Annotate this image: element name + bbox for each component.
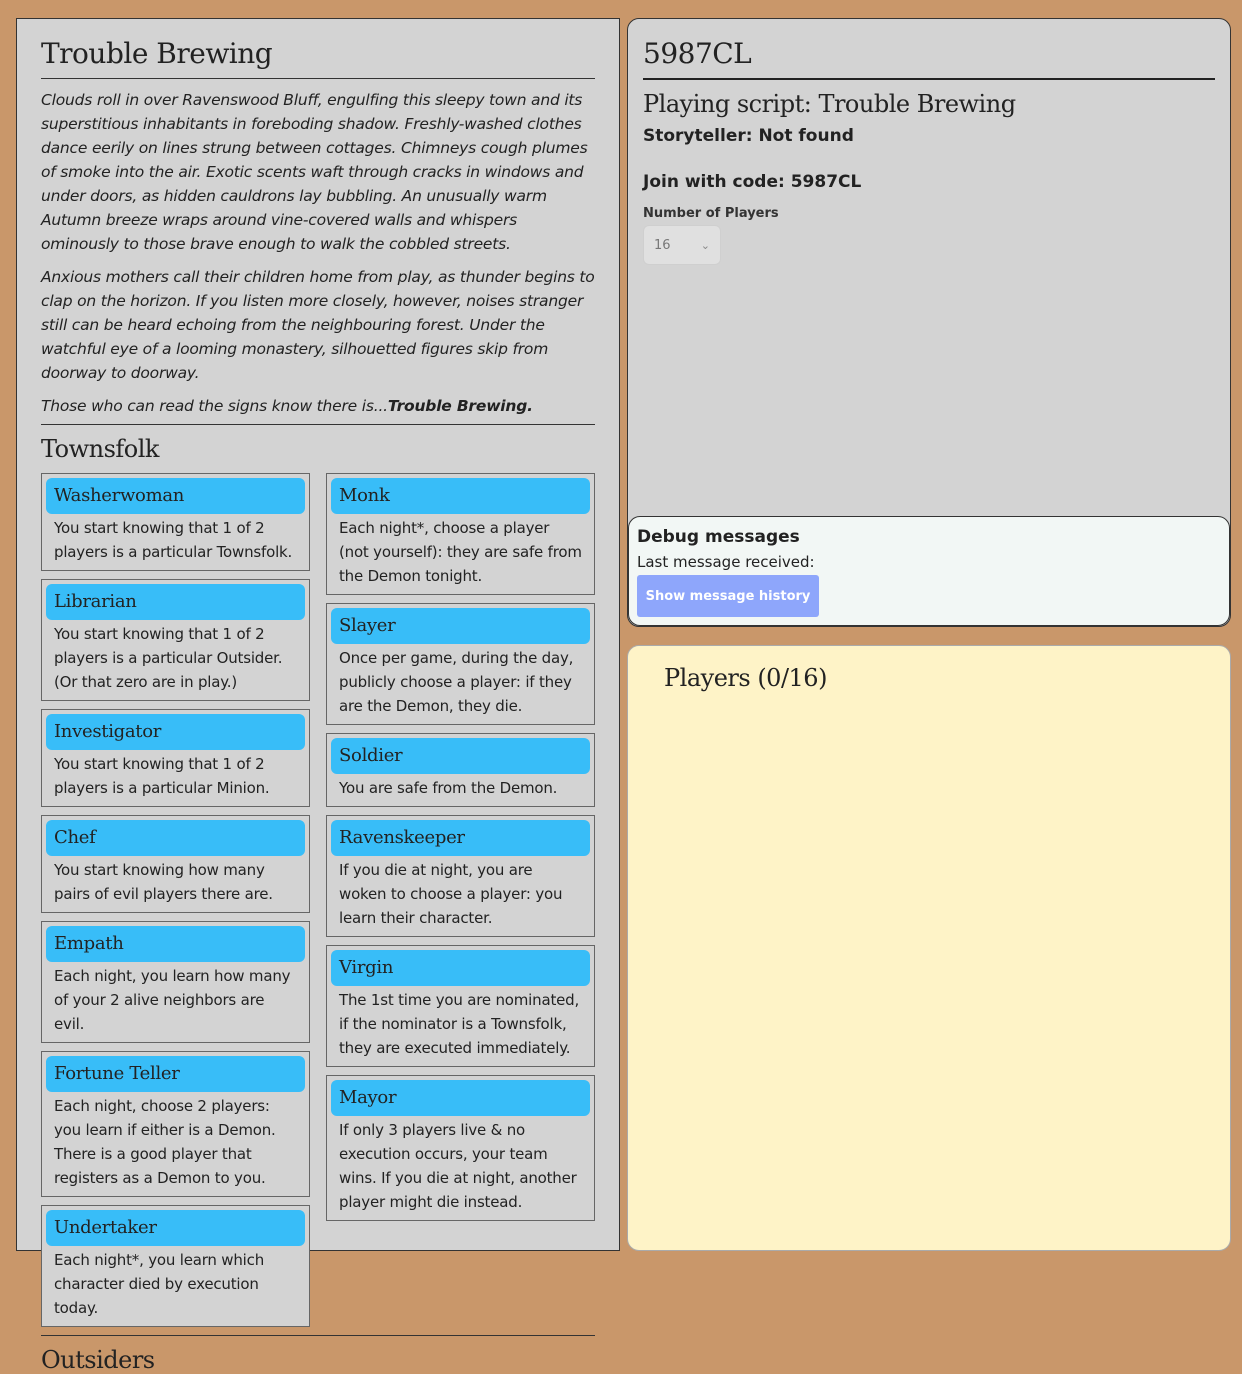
role-card (41, 1205, 310, 1327)
role-description: Each night, you learn how many of your 2 alive neighbors are evil. (54, 967, 291, 1033)
role-card (326, 815, 595, 937)
script-flavor (41, 88, 595, 425)
storyteller-line: Storyteller: Not found (643, 126, 854, 146)
role-description: Once per game, during the day, publicly choose a player: if they are the Demon, they die. (339, 649, 574, 715)
role-name: Slayer (331, 608, 590, 644)
flavor-paragraph: Anxious mothers call their children home from play, as thunder begins to clap on the horizon. If you listen more closely, however, noises stranger still can be heard echoing from the neighbouring forest. Under the watchful eye of a looming monastery, silhouetted figures skip from doorway to doorway. (41, 268, 595, 382)
role-description: If only 3 players live & no execution occurs, your team wins. If you die at night, another player might die instead. (339, 1121, 577, 1211)
number-of-players-label: Number of Players (643, 206, 779, 221)
outsiders-heading: Outsiders (41, 1346, 155, 1374)
role-name: Virgin (331, 950, 590, 986)
role-name: Librarian (46, 584, 305, 620)
role-name: Monk (331, 478, 590, 514)
role-card (41, 579, 310, 701)
role-description: If you die at night, you are woken to choose a player: you learn their character. (339, 861, 563, 927)
role-description: Each night, choose 2 players: you learn if either is a Demon. There is a good player that registers as a Demon to you. (54, 1097, 276, 1187)
game-panel (627, 18, 1231, 627)
role-description: You start knowing that 1 of 2 players is a particular Townsfolk. (54, 519, 293, 561)
role-description: You are safe from the Demon. (339, 779, 558, 797)
debug-title: Debug messages (637, 527, 800, 547)
role-description: You start knowing that 1 of 2 players is a particular Minion. (54, 755, 270, 797)
show-message-history-button[interactable]: Show message history (637, 575, 819, 617)
debug-box (628, 516, 1230, 626)
roles-left-column (41, 473, 310, 1327)
game-code-title: 5987CL (643, 37, 1215, 80)
role-card (41, 1051, 310, 1197)
role-card (41, 709, 310, 807)
role-card (41, 473, 310, 571)
role-card (326, 603, 595, 725)
players-heading: Players (0/16) (664, 664, 827, 692)
role-card (41, 921, 310, 1043)
role-description: You start knowing how many pairs of evil players there are. (54, 861, 273, 903)
number-of-players-value: 16 (654, 237, 671, 253)
role-card (326, 733, 595, 807)
role-name: Mayor (331, 1080, 590, 1116)
chevron-down-icon: ⌄ (700, 238, 710, 252)
role-description: Each night*, you learn which character died by execution today. (54, 1251, 265, 1317)
join-code-line: Join with code: 5987CL (643, 172, 862, 192)
playing-script-line: Playing script: Trouble Brewing (643, 90, 1016, 118)
role-name: Fortune Teller (46, 1056, 305, 1092)
role-card (326, 1075, 595, 1221)
role-name: Investigator (46, 714, 305, 750)
script-title: Trouble Brewing (41, 37, 595, 79)
role-description: Each night*, choose a player (not yourself): they are safe from the Demon tonight. (339, 519, 582, 585)
role-description: The 1st time you are nominated, if the nominator is a Townsfolk, they are executed immediately. (339, 991, 580, 1057)
flavor-closing-bold: Trouble Brewing. (387, 397, 533, 415)
role-name: Washerwoman (46, 478, 305, 514)
role-description: You start knowing that 1 of 2 players is a particular Outsider. (Or that zero are in play.) (54, 625, 283, 691)
flavor-closing-prefix: Those who can read the signs know there is... (41, 397, 388, 415)
role-name: Undertaker (46, 1210, 305, 1246)
players-panel (627, 645, 1231, 1251)
role-card (326, 945, 595, 1067)
last-message-label: Last message received: (637, 553, 815, 571)
role-name: Chef (46, 820, 305, 856)
role-card (41, 815, 310, 913)
townsfolk-roles (41, 473, 595, 1327)
number-of-players-select[interactable] (643, 225, 721, 265)
roles-right-column (326, 473, 595, 1327)
townsfolk-heading: Townsfolk (41, 435, 159, 463)
role-name: Empath (46, 926, 305, 962)
role-card (326, 473, 595, 595)
script-panel[interactable] (16, 18, 620, 1374)
role-name: Ravenskeeper (331, 820, 590, 856)
flavor-closing (41, 394, 595, 418)
flavor-paragraph: Clouds roll in over Ravenswood Bluff, engulfing this sleepy town and its superstitious inhabitants in foreboding shadow. Freshly-washed clothes dance eerily on lines strung between cottages. Chimneys cough plumes of smoke into the air. Exotic scents waft through cracks in windows and under doors, as hidden cauldrons lay bubbling. An unusually warm Autumn breeze wraps around vine-covered walls and whispers ominously to those brave enough to walk the cobbled streets. (41, 91, 588, 253)
role-name: Soldier (331, 738, 590, 774)
section-divider (41, 1335, 595, 1336)
